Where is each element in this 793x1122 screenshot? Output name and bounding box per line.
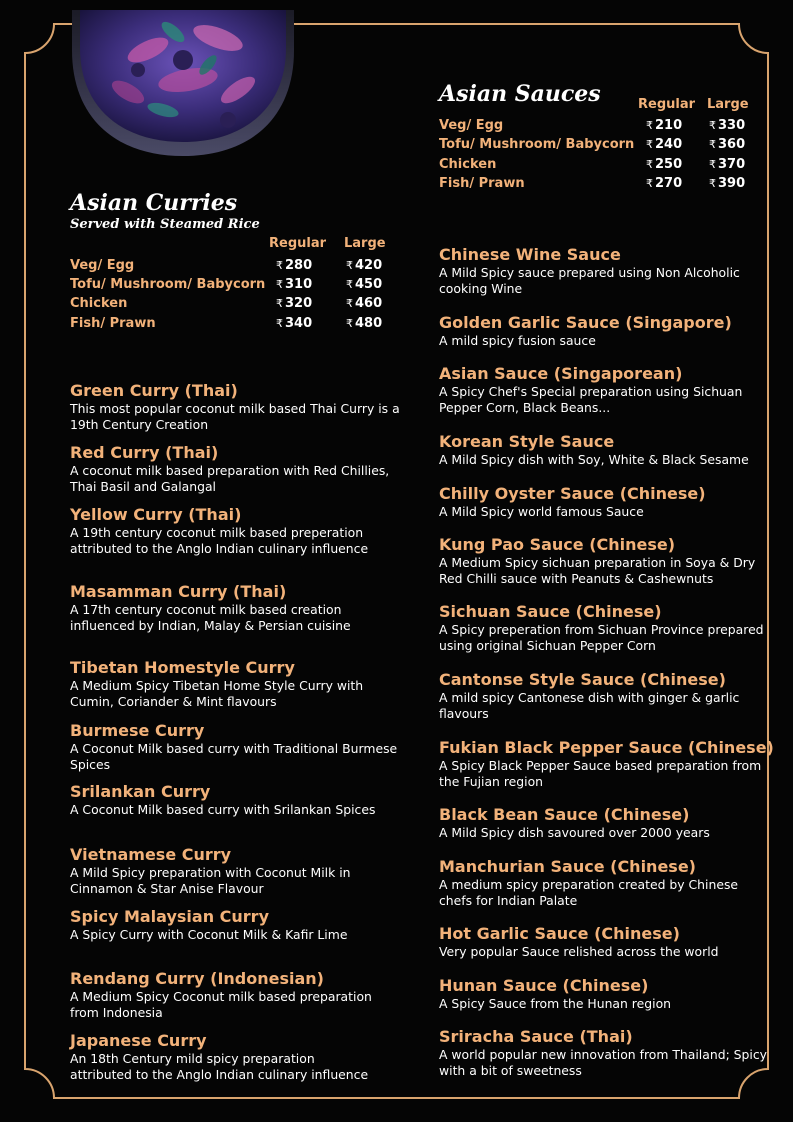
- rupee-symbol: ₹: [709, 158, 716, 171]
- menu-item-name: Cantonse Style Sauce (Chinese): [439, 670, 726, 689]
- asian-sauces-title: Asian Sauces: [439, 81, 601, 107]
- menu-item-name: Yellow Curry (Thai): [70, 505, 242, 524]
- menu-item-name: Hot Garlic Sauce (Chinese): [439, 924, 680, 943]
- large-price: ₹ 330: [709, 118, 746, 133]
- large-price: ₹ 360: [709, 137, 746, 152]
- rupee-symbol: ₹: [709, 138, 716, 151]
- rupee-symbol: ₹: [646, 158, 653, 171]
- menu-item-name: Chilly Oyster Sauce (Chinese): [439, 484, 706, 503]
- sauce-menu-item: [439, 670, 769, 721]
- menu-item-name: Chinese Wine Sauce: [439, 245, 621, 264]
- sauce-menu-item: [439, 245, 769, 296]
- rupee-symbol: ₹: [346, 278, 353, 291]
- menu-item-desc: A Coconut Milk based curry with Srilankan Spices: [70, 802, 376, 817]
- menu-item-desc: A Spicy Chef's Special preparation using Sichuan Pepper Corn, Black Beans...: [439, 384, 743, 415]
- menu-item-desc: A Spicy preperation from Sichuan Province prepared using original Sichuan Pepper Corn: [439, 622, 764, 653]
- rupee-symbol: ₹: [276, 259, 283, 272]
- menu-item-name: Burmese Curry: [70, 721, 205, 740]
- regular-price: ₹ 270: [646, 176, 683, 191]
- menu-item-desc: A mild spicy Cantonese dish with ginger & garlic flavours: [439, 690, 740, 721]
- curries-large-header: Large: [344, 236, 386, 251]
- regular-price: ₹ 280: [276, 258, 313, 273]
- rupee-symbol: ₹: [646, 177, 653, 190]
- curry-menu-item: [70, 443, 400, 494]
- rupee-symbol: ₹: [709, 119, 716, 132]
- regular-price: ₹ 250: [646, 157, 683, 172]
- large-price: ₹ 460: [346, 296, 383, 311]
- menu-item-name: Hunan Sauce (Chinese): [439, 976, 649, 995]
- regular-price: ₹ 210: [646, 118, 683, 133]
- menu-item-name: Tibetan Homestyle Curry: [70, 658, 295, 677]
- menu-item-desc: A Spicy Sauce from the Hunan region: [439, 996, 671, 1011]
- menu-item-desc: A coconut milk based preparation with Red Chillies, Thai Basil and Galangal: [70, 463, 390, 494]
- regular-price: ₹ 340: [276, 316, 313, 331]
- menu-item-name: Korean Style Sauce: [439, 432, 615, 451]
- sauce-menu-item: [439, 738, 774, 789]
- rupee-symbol: ₹: [346, 317, 353, 330]
- price-row-label: Chicken: [439, 157, 497, 172]
- menu-item-desc: An 18th Century mild spicy preparation attributed to the Anglo Indian culinary influence: [70, 1051, 369, 1082]
- sauce-menu-item: [439, 976, 769, 1012]
- rupee-symbol: ₹: [709, 177, 716, 190]
- menu-item-desc: A Spicy Black Pepper Sauce based preparation from the Fujian region: [439, 758, 762, 789]
- menu-item-desc: A 19th century coconut milk based preperation attributed to the Anglo Indian culinary influence: [70, 525, 369, 556]
- large-price: ₹ 390: [709, 176, 746, 191]
- sauce-menu-item: [439, 364, 769, 415]
- curry-menu-item: [70, 381, 400, 432]
- sauce-menu-item: [439, 924, 769, 960]
- curry-menu-item: [70, 721, 400, 772]
- sauce-menu-item: [439, 313, 769, 349]
- menu-item-desc: A Mild Spicy dish savoured over 2000 years: [439, 825, 710, 840]
- menu-item-name: Spicy Malaysian Curry: [70, 907, 269, 926]
- menu-item-name: Sichuan Sauce (Chinese): [439, 602, 662, 621]
- menu-item-name: Rendang Curry (Indonesian): [70, 969, 324, 988]
- menu-item-desc: A Mild Spicy preparation with Coconut Milk in Cinnamon & Star Anise Flavour: [70, 865, 351, 896]
- menu-item-name: Srilankan Curry: [70, 782, 211, 801]
- sauces-large-header: Large: [707, 97, 749, 112]
- menu-item-desc: A world popular new innovation from Thailand; Spicy with a bit of sweetness: [439, 1047, 767, 1078]
- curry-menu-item: [70, 658, 400, 709]
- menu-item-name: Sriracha Sauce (Thai): [439, 1027, 633, 1046]
- menu-item-desc: A Medium Spicy Tibetan Home Style Curry with Cumin, Coriander & Mint flavours: [70, 678, 364, 709]
- price-row-label: Fish/ Prawn: [70, 316, 156, 331]
- menu-item-desc: A Coconut Milk based curry with Traditional Burmese Spices: [70, 741, 398, 772]
- curry-menu-item: [70, 582, 400, 633]
- menu-item-desc: A Mild Spicy dish with Soy, White & Black Sesame: [439, 452, 749, 467]
- regular-price: ₹ 240: [646, 137, 683, 152]
- sauce-menu-item: [439, 484, 769, 520]
- menu-item-name: Fukian Black Pepper Sauce (Chinese): [439, 738, 774, 757]
- curry-menu-item: [70, 907, 400, 943]
- menu-item-desc: A 17th century coconut milk based creation influenced by Indian, Malay & Persian cuisine: [70, 602, 351, 633]
- sauce-menu-item: [439, 1027, 769, 1078]
- sauce-menu-item: [439, 535, 769, 586]
- menu-item-desc: A Mild Spicy sauce prepared using Non Alcoholic cooking Wine: [439, 265, 740, 296]
- sauce-menu-item: [439, 805, 769, 841]
- large-price: ₹ 480: [346, 316, 383, 331]
- menu-item-desc: A Mild Spicy world famous Sauce: [439, 504, 644, 519]
- menu-item-name: Vietnamese Curry: [70, 845, 232, 864]
- curry-menu-item: [70, 782, 400, 818]
- rupee-symbol: ₹: [346, 297, 353, 310]
- rupee-symbol: ₹: [646, 138, 653, 151]
- large-price: ₹ 370: [709, 157, 746, 172]
- asian-curries-subtitle: Served with Steamed Rice: [70, 217, 260, 232]
- menu-item-desc: A mild spicy fusion sauce: [439, 333, 596, 348]
- menu-item-desc: Very popular Sauce relished across the world: [439, 944, 719, 959]
- menu-item-name: Golden Garlic Sauce (Singapore): [439, 313, 732, 332]
- rupee-symbol: ₹: [276, 278, 283, 291]
- menu-item-desc: A Medium Spicy sichuan preparation in Soya & Dry Red Chilli sauce with Peanuts & Cashewnuts: [439, 555, 756, 586]
- rupee-symbol: ₹: [346, 259, 353, 272]
- price-row-label: Veg/ Egg: [439, 118, 504, 133]
- menu-item-name: Kung Pao Sauce (Chinese): [439, 535, 676, 554]
- curry-menu-item: [70, 969, 400, 1020]
- sauces-regular-header: Regular: [638, 97, 696, 112]
- sauce-menu-item: [439, 857, 769, 908]
- menu-item-name: Red Curry (Thai): [70, 443, 219, 462]
- price-row-label: Chicken: [70, 296, 128, 311]
- rupee-symbol: ₹: [646, 119, 653, 132]
- menu-item-name: Asian Sauce (Singaporean): [439, 364, 683, 383]
- rupee-symbol: ₹: [276, 317, 283, 330]
- large-price: ₹ 420: [346, 258, 383, 273]
- menu-item-desc: A Medium Spicy Coconut milk based preparation from Indonesia: [70, 989, 372, 1020]
- price-row-label: Tofu/ Mushroom/ Babycorn: [70, 277, 266, 292]
- rupee-symbol: ₹: [276, 297, 283, 310]
- curry-menu-item: [70, 505, 400, 556]
- menu-item-desc: A medium spicy preparation created by Chinese chefs for Indian Palate: [439, 877, 739, 908]
- curries-regular-header: Regular: [269, 236, 327, 251]
- price-row-label: Tofu/ Mushroom/ Babycorn: [439, 137, 635, 152]
- menu-item-name: Black Bean Sauce (Chinese): [439, 805, 690, 824]
- price-row-label: Fish/ Prawn: [439, 176, 525, 191]
- regular-price: ₹ 320: [276, 296, 313, 311]
- menu-item-name: Green Curry (Thai): [70, 381, 238, 400]
- sauce-menu-item: [439, 602, 769, 653]
- sauce-menu-item: [439, 432, 769, 468]
- price-row-label: Veg/ Egg: [70, 258, 135, 273]
- menu-item-name: Manchurian Sauce (Chinese): [439, 857, 696, 876]
- curry-menu-item: [70, 1031, 400, 1082]
- regular-price: ₹ 310: [276, 277, 313, 292]
- curry-menu-item: [70, 845, 400, 896]
- menu-item-desc: A Spicy Curry with Coconut Milk & Kafir Lime: [70, 927, 348, 942]
- menu-item-desc: This most popular coconut milk based Thai Curry is a 19th Century Creation: [70, 401, 400, 432]
- curry-bowl-photo: [68, 10, 298, 160]
- asian-curries-title: Asian Curries: [70, 190, 238, 216]
- menu-item-name: Masamman Curry (Thai): [70, 582, 287, 601]
- large-price: ₹ 450: [346, 277, 383, 292]
- menu-item-name: Japanese Curry: [70, 1031, 207, 1050]
